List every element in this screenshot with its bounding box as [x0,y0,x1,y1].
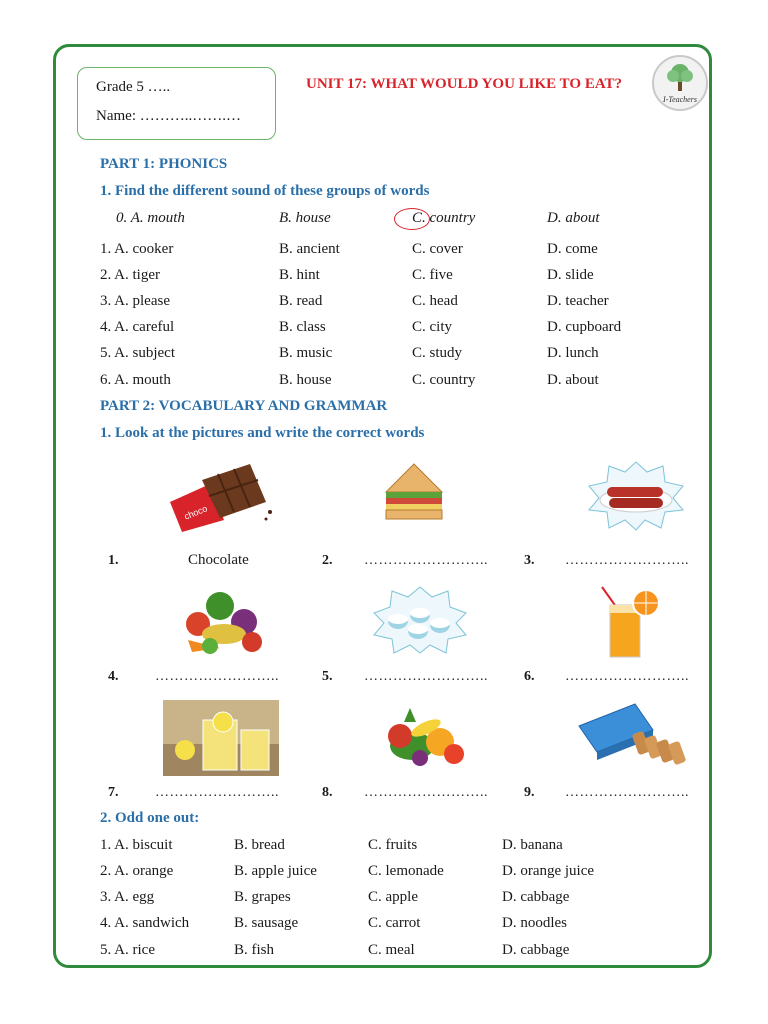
part1-subtitle: 1. Find the different sound of these groups of words [100,183,430,199]
odd-one-out-option[interactable]: 2. A. orange [100,863,174,879]
bread-icon [575,702,689,766]
answer-field[interactable]: …………………….. [565,669,689,684]
odd-one-out-option[interactable]: B. apple juice [234,863,317,879]
odd-one-out-option[interactable]: 1. A. biscuit [100,837,173,853]
sausages-icon [585,460,687,532]
picture-number: 9. [524,785,535,800]
vegetables-icon [180,588,270,656]
rice-bowls-icon [372,585,468,655]
phonics-option[interactable]: D. come [547,241,598,257]
phonics-option[interactable]: 5. A. subject [100,345,175,361]
odd-one-out-option[interactable]: C. meal [368,942,415,958]
i-teachers-logo [652,55,708,111]
fruits-icon [382,706,468,768]
answer-field[interactable]: …………………….. [364,669,488,684]
odd-one-out-option[interactable]: D. orange juice [502,863,595,879]
chocolate-bar-icon [162,462,277,532]
odd-one-out-option[interactable]: B. grapes [234,889,291,905]
phonics-option[interactable]: D. slide [547,267,594,283]
odd-one-out-option[interactable]: B. fish [234,942,275,958]
odd-one-out-option[interactable]: D. banana [502,837,563,853]
picture-number: 4. [108,669,119,684]
picture-number: 1. [108,553,119,568]
odd-one-out-option[interactable]: C. lemonade [368,863,444,879]
phonics-option[interactable]: C. country [412,372,476,388]
answer-field[interactable]: …………………….. [565,785,689,800]
phonics-option[interactable]: C. study [412,345,463,361]
phonics-option[interactable]: 4. A. careful [100,319,175,335]
odd-one-out-option[interactable]: D. cabbage [502,889,570,905]
answer-field[interactable]: …………………….. [364,785,488,800]
phonics-option[interactable]: D. lunch [547,345,599,361]
odd-one-out-option[interactable]: B. sausage [234,915,299,931]
answer-field[interactable]: …………………….. [155,785,279,800]
picture-number: 3. [524,553,535,568]
phonics-option[interactable]: B. music [279,345,333,361]
phonics-option[interactable]: B. hint [279,267,320,283]
picture-number: 2. [322,553,333,568]
phonics-option[interactable]: 1. A. cooker [100,241,174,257]
odd-one-out-option[interactable]: C. fruits [368,837,418,853]
orange-juice-icon [596,585,662,660]
phonics-option[interactable]: C. city [412,319,452,335]
svg-text:choco: choco [182,503,209,522]
example-option-d: D. about [547,210,600,226]
odd-one-out-option[interactable]: 3. A. egg [100,889,155,905]
grade-field[interactable]: Grade 5 ….. [96,79,171,95]
odd-one-out-option[interactable]: C. carrot [368,915,421,931]
phonics-option[interactable]: B. house [279,372,332,388]
lemonade-icon [163,700,279,776]
phonics-option[interactable]: B. ancient [279,241,340,257]
example-option-a: 0. A. mouth [116,210,185,226]
name-field[interactable]: Name: ………..…….… [96,108,241,124]
odd-one-out-option[interactable]: B. bread [234,837,285,853]
phonics-option[interactable]: D. about [547,372,599,388]
odd-one-out-option[interactable]: C. apple [368,889,418,905]
phonics-option[interactable]: D. cupboard [547,319,622,335]
logo-text: I-Teachers [663,95,697,104]
picture-number: 7. [108,785,119,800]
phonics-option[interactable]: C. five [412,267,453,283]
phonics-option[interactable]: B. class [279,319,326,335]
odd-one-out-option[interactable]: D. noodles [502,915,567,931]
example-option-c: C. country [412,210,476,226]
answer-field[interactable]: …………………….. [364,553,488,568]
part1-title: PART 1: PHONICS [100,156,228,172]
phonics-option[interactable]: C. cover [412,241,463,257]
answer-field[interactable]: …………………….. [565,553,689,568]
picture-number: 6. [524,669,535,684]
unit-title: UNIT 17: WHAT WOULD YOU LIKE TO EAT? [306,76,623,92]
phonics-option[interactable]: B. read [279,293,323,309]
odd-one-out-title: 2. Odd one out: [100,810,200,826]
part2-subtitle: 1. Look at the pictures and write the correct words [100,425,425,441]
student-info-box [77,67,276,140]
picture-number: 5. [322,669,333,684]
picture-number: 8. [322,785,333,800]
odd-one-out-option[interactable]: D. cabbage [502,942,570,958]
sandwich-icon [384,462,444,527]
example-option-b: B. house [279,210,331,226]
odd-one-out-option[interactable]: 5. A. rice [100,942,155,958]
odd-one-out-option[interactable]: 4. A. sandwich [100,915,190,931]
answer-field[interactable]: Chocolate [188,552,249,568]
phonics-option[interactable]: D. teacher [547,293,609,309]
phonics-option[interactable]: 2. A. tiger [100,267,160,283]
phonics-option[interactable]: 6. A. mouth [100,372,171,388]
answer-circle-mark [394,208,430,230]
answer-field[interactable]: …………………….. [155,669,279,684]
phonics-option[interactable]: 3. A. please [100,293,170,309]
phonics-option[interactable]: C. head [412,293,458,309]
part2-title: PART 2: VOCABULARY AND GRAMMAR [100,398,388,414]
